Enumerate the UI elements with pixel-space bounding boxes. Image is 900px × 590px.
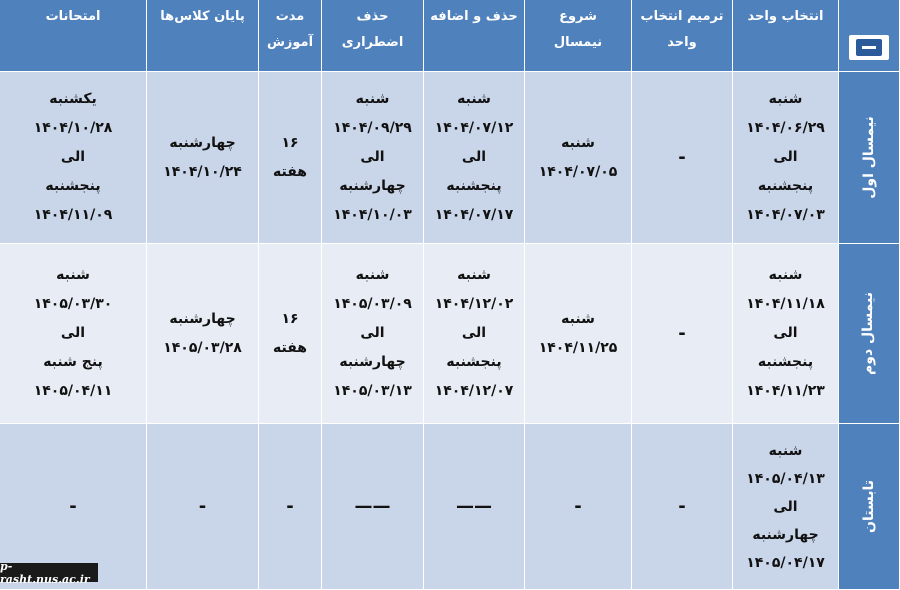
table-cell: یکشنبه ۱۴۰۴/۱۰/۲۸ الی پنجشنبه ۱۴۰۴/۱۱/۰۹ <box>0 72 147 244</box>
table-cell: شنبه ۱۴۰۴/۱۱/۲۵ <box>525 244 632 424</box>
row-label-summer: تابستان <box>839 424 900 590</box>
university-logo <box>849 35 889 60</box>
table-cell: - <box>259 424 322 590</box>
site-watermark: p-rasht.nus.ac.ir <box>0 563 98 582</box>
header-course-selection: انتخاب واحد <box>733 0 839 72</box>
table-cell: - <box>0 424 147 590</box>
table-cell: —— <box>322 424 424 590</box>
table-cell: - <box>525 424 632 590</box>
table-cell: - <box>632 72 733 244</box>
header-emergency-drop: حذف اضطراری <box>322 0 424 72</box>
table-cell: شنبه ۱۴۰۴/۰۷/۱۲ الی پنجشنبه ۱۴۰۴/۰۷/۱۷ <box>424 72 525 244</box>
table-cell: چهارشنبه ۱۴۰۵/۰۳/۲۸ <box>147 244 259 424</box>
table-cell: چهارشنبه ۱۴۰۴/۱۰/۲۴ <box>147 72 259 244</box>
table-cell: - <box>147 424 259 590</box>
row-label-first-semester: نیمسال اول <box>839 72 900 244</box>
header-selection-amendment: ترمیم انتخاب واحد <box>632 0 733 72</box>
table-cell: شنبه ۱۴۰۵/۰۴/۱۳ الی چهارشنبه ۱۴۰۵/۰۴/۱۷ <box>733 424 839 590</box>
table-cell: - <box>632 424 733 590</box>
table-cell: —— <box>424 424 525 590</box>
header-teaching-duration: مدت آموزش <box>259 0 322 72</box>
header-semester-start: شروع نیمسال <box>525 0 632 72</box>
table-cell: ۱۶ هفته <box>259 244 322 424</box>
table-cell: شنبه ۱۴۰۴/۰۶/۲۹ الی پنجشنبه ۱۴۰۴/۰۷/۰۳ <box>733 72 839 244</box>
table-cell: شنبه ۱۴۰۴/۰۷/۰۵ <box>525 72 632 244</box>
header-classes-end: پایان کلاس‌ها <box>147 0 259 72</box>
table-cell: شنبه ۱۴۰۵/۰۳/۰۹ الی چهارشنبه ۱۴۰۵/۰۳/۱۳ <box>322 244 424 424</box>
header-add-drop: حذف و اضافه <box>424 0 525 72</box>
table-cell: - <box>632 244 733 424</box>
table-cell: شنبه ۱۴۰۵/۰۳/۳۰ الی پنج شنبه ۱۴۰۵/۰۴/۱۱ <box>0 244 147 424</box>
table-cell: ۱۶ هفته <box>259 72 322 244</box>
table-cell: شنبه ۱۴۰۴/۱۱/۱۸ الی پنجشنبه ۱۴۰۴/۱۱/۲۳ <box>733 244 839 424</box>
row-label-second-semester: نیمسال دوم <box>839 244 900 424</box>
table-cell: شنبه ۱۴۰۴/۰۹/۲۹ الی چهارشنبه ۱۴۰۴/۱۰/۰۳ <box>322 72 424 244</box>
header-exams: امتحانات <box>0 0 147 72</box>
table-cell: شنبه ۱۴۰۴/۱۲/۰۲ الی پنجشنبه ۱۴۰۴/۱۲/۰۷ <box>424 244 525 424</box>
